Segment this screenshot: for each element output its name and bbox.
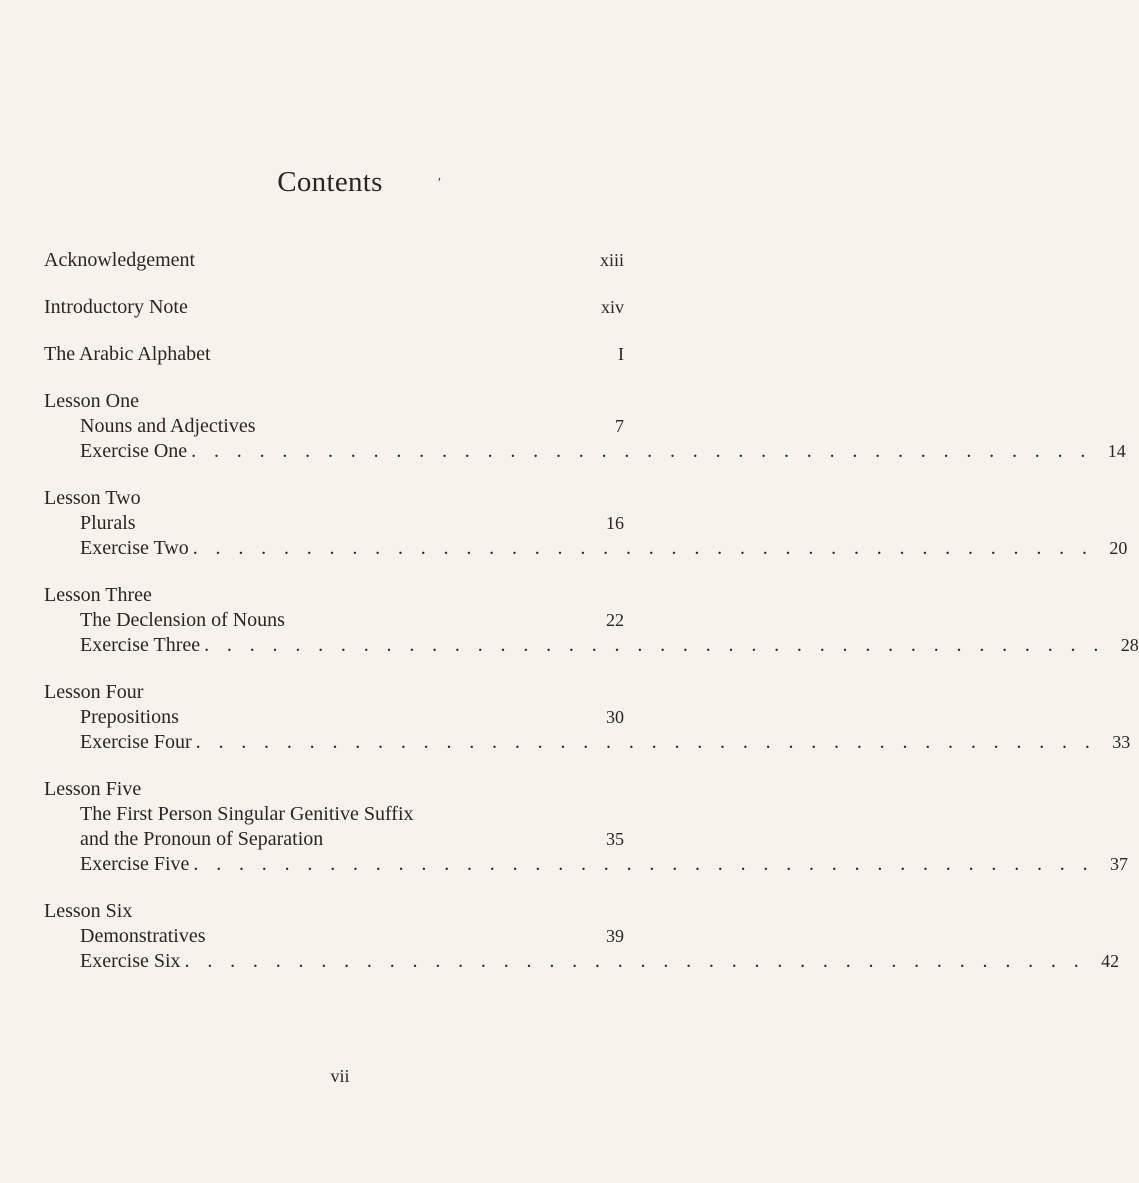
exercise-entry[interactable] (44, 852, 1129, 877)
lesson-topic[interactable] (44, 924, 624, 949)
lesson-block (44, 777, 1129, 899)
toc-entry[interactable] (44, 342, 624, 367)
lesson-topic-page: 30 (606, 707, 624, 727)
lesson-block (44, 680, 1131, 777)
lesson-topic-page: 7 (615, 416, 624, 436)
lesson-heading-label: Lesson Three (44, 584, 152, 606)
exercise-page: 33 (1112, 732, 1131, 752)
exercise-label: Exercise Five (80, 853, 190, 875)
lesson-topic-page: 22 (606, 610, 624, 630)
lesson-topic-label: and the Pronoun of Separation (80, 828, 324, 850)
page-title: Contents (277, 166, 383, 198)
lesson-heading[interactable] (44, 899, 624, 924)
exercise-entry[interactable] (44, 730, 1131, 755)
lesson-heading[interactable] (44, 583, 624, 608)
table-of-contents (44, 248, 1139, 974)
exercise-label: Exercise Four (80, 731, 192, 753)
stray-mark: ′ (438, 176, 442, 191)
lesson-heading-label: Lesson Six (44, 900, 133, 922)
toc-entry-label: The Arabic Alphabet (44, 343, 211, 365)
exercise-entry[interactable] (44, 439, 1126, 464)
lesson-topic-label: Plurals (80, 512, 136, 534)
exercise-page: 14 (1107, 441, 1126, 461)
lesson-topic-page: 16 (606, 513, 624, 533)
dot-leader: . . . . . . . . . . . . . . . . . . . . . . . . . . . . . . . . . . . . . . . . (195, 731, 1097, 753)
lesson-topic[interactable] (44, 705, 624, 730)
lesson-heading[interactable] (44, 680, 624, 705)
lesson-topic-label: Demonstratives (80, 925, 206, 947)
lesson-topic[interactable] (44, 802, 624, 827)
dot-leader: . . . . . . . . . . . . . . . . . . . . . . . . . . . . . . . . . . . . . . . . (204, 634, 1105, 656)
lesson-heading-label: Lesson One (44, 390, 139, 412)
toc-entry-page: xiv (600, 297, 624, 317)
toc-entry-page: I (618, 344, 624, 364)
dot-leader: . . . . . . . . . . . . . . . . . . . . . . . . . . . . . . . . . . . . . . . . (191, 440, 1092, 462)
toc-entry[interactable] (44, 248, 624, 273)
exercise-page: 28 (1120, 635, 1139, 655)
lesson-block (44, 899, 1120, 974)
toc-entry-label: Acknowledgement (44, 249, 196, 271)
exercise-label: Exercise Three (80, 634, 201, 656)
exercise-label: Exercise Two (80, 537, 189, 559)
exercise-page: 20 (1109, 538, 1128, 558)
lesson-block (44, 486, 1128, 583)
lesson-topic-label: Nouns and Adjectives (80, 415, 256, 437)
lesson-topic[interactable] (44, 511, 624, 536)
exercise-entry[interactable] (44, 633, 1139, 658)
dot-leader: . . . . . . . . . . . . . . . . . . . . . . . . . . . . . . . . . . . . . . . . (193, 853, 1095, 875)
exercise-page: 42 (1101, 951, 1120, 971)
lesson-topic-page: 39 (606, 926, 624, 946)
exercise-page: 37 (1110, 854, 1129, 874)
lesson-heading[interactable] (44, 777, 624, 802)
lesson-list (44, 389, 1139, 974)
toc-entry-page: xiii (599, 250, 624, 270)
lesson-topic-page: 35 (606, 829, 624, 849)
exercise-label: Exercise Six (80, 950, 181, 972)
lesson-topic[interactable] (44, 414, 624, 439)
lesson-heading-label: Lesson Four (44, 681, 144, 703)
lesson-topic-label: The First Person Singular Genitive Suffix (80, 803, 414, 825)
exercise-label: Exercise One (80, 440, 188, 462)
lesson-heading[interactable] (44, 389, 624, 414)
page-number: vii (330, 1066, 350, 1086)
dot-leader: . . . . . . . . . . . . . . . . . . . . . . . . . . . . . . . . . . . . . . . . (192, 537, 1094, 559)
dot-leader: . . . . . . . . . . . . . . . . . . . . . . . . . . . . . . . . . . . . . . . . (184, 950, 1086, 972)
lesson-heading[interactable] (44, 486, 624, 511)
exercise-entry[interactable] (44, 536, 1128, 561)
lesson-topic-label: The Declension of Nouns (80, 609, 285, 631)
toc-entry-label: Introductory Note (44, 296, 188, 318)
lesson-heading-label: Lesson Five (44, 778, 142, 800)
lesson-topic-label: Prepositions (80, 706, 179, 728)
exercise-entry[interactable] (44, 949, 1120, 974)
lesson-block (44, 583, 1139, 680)
lesson-block (44, 389, 1126, 486)
lesson-heading-label: Lesson Two (44, 487, 141, 509)
lesson-topic[interactable] (44, 608, 624, 633)
lesson-topic[interactable] (44, 827, 624, 852)
toc-entry[interactable] (44, 295, 624, 320)
